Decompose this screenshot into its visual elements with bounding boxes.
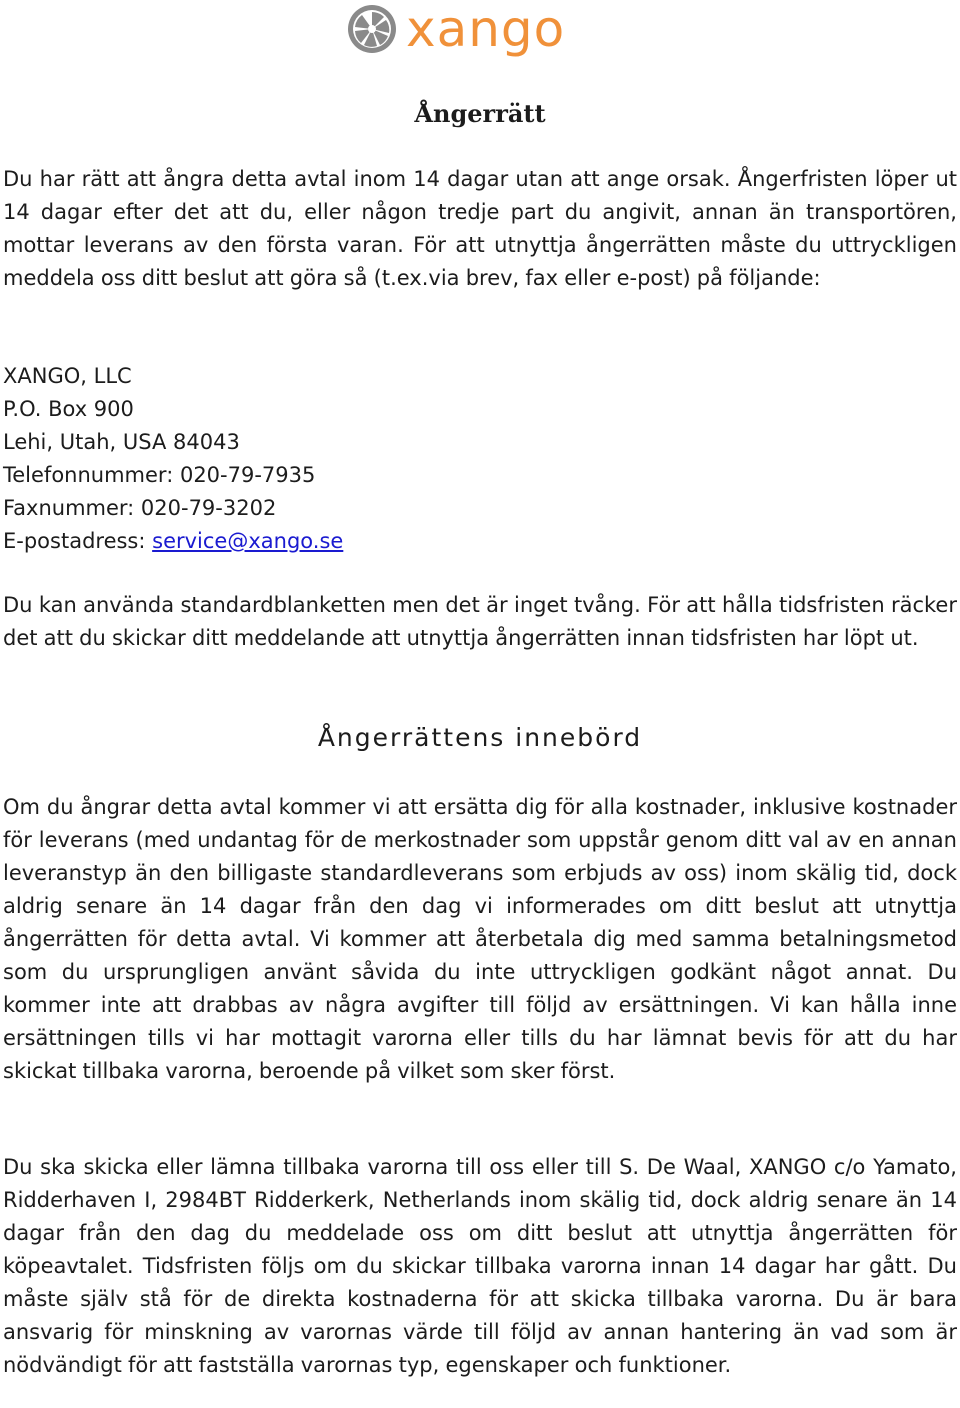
- section-heading: Ångerrättens innebörd: [317, 723, 643, 752]
- po-box: P.O. Box 900: [3, 397, 134, 421]
- effects-paragraph-2: Du ska skicka eller lämna tillbaka varorna till oss eller till S. De Waal, XANGO c/o Yamato, Ridderhaven I, 2984BT Ridderkerk, Netherlands inom skälig tid, dock aldrig senare än 14 dagar från den dag du meddelade oss om ditt beslut att utnyttja ångerrätten för köpeavtalet. Tidsfristen följs om du skickar tillbaka varorna innan 14 dagar har gått. Du måste själv stå för de direkta kostnaderna för att skicka tillbaka varorna. Du är bara ansvarig för minskning av varornas värde till följd av annan hantering än vad som är nödvändigt för att fastställa varornas typ, egenskaper och funktioner.: [3, 1155, 957, 1377]
- email-label: E-postadress:: [3, 529, 153, 553]
- intro-paragraph: Du har rätt att ångra detta avtal inom 14 dagar utan att ange orsak. Ångerfristen löper ut 14 dagar efter det att du, eller någon tredje part du angivit, annan än transportören, mottar leverans av den första varan. För att utnyttja ångerrätten måste du uttryckligen meddela oss ditt beslut att göra så (t.ex.via brev, fax eller e-post) på följande:: [3, 167, 957, 290]
- email-link[interactable]: service@xango.se: [152, 529, 344, 553]
- company-name: XANGO, LLC: [3, 364, 132, 388]
- fax-line: Faxnummer: 020-79-3202: [3, 496, 277, 520]
- page-title: Ångerrätt: [414, 99, 546, 128]
- effects-paragraph-1: Om du ångrar detta avtal kommer vi att ersätta dig för alla kostnader, inklusive kostnader för leverans (med undantag för de merkostnader som uppstår genom ditt val av en annan leveranstyp än den billigaste standardleverans som erbjuds av oss) inom skälig tid, dock aldrig senare än 14 dagar från den dag vi informerades om ditt beslut att utnyttja ångerrätten för detta avtal. Vi kommer att återbetala dig med samma betalningsmetod som du ursprungligen använt såvida du inte uttryckligen godkänt något annat. Du kommer inte att drabbas av några avgifter till följd av ersättningen. Vi kan hålla inne ersättningen tills vi har mottagit varorna eller tills du har lämnat bevis för att du har skickat tillbaka varorna, beroende på vilket som sker först.: [3, 795, 957, 1083]
- mangosteen-icon: [346, 3, 398, 55]
- city-line: Lehi, Utah, USA 84043: [3, 430, 240, 454]
- phone-line: Telefonnummer: 020-79-7935: [3, 463, 316, 487]
- logo-wordmark: xango: [406, 0, 566, 58]
- contact-address: [3, 360, 903, 558]
- form-note-paragraph: Du kan använda standardblanketten men det är inget tvång. För att hålla tidsfristen räcker det att du skickar ditt meddelande att utnyttja ångerrätten innan tidsfristen har löpt ut.: [3, 593, 957, 650]
- email-line: [3, 525, 903, 558]
- xango-logo: [346, 0, 616, 58]
